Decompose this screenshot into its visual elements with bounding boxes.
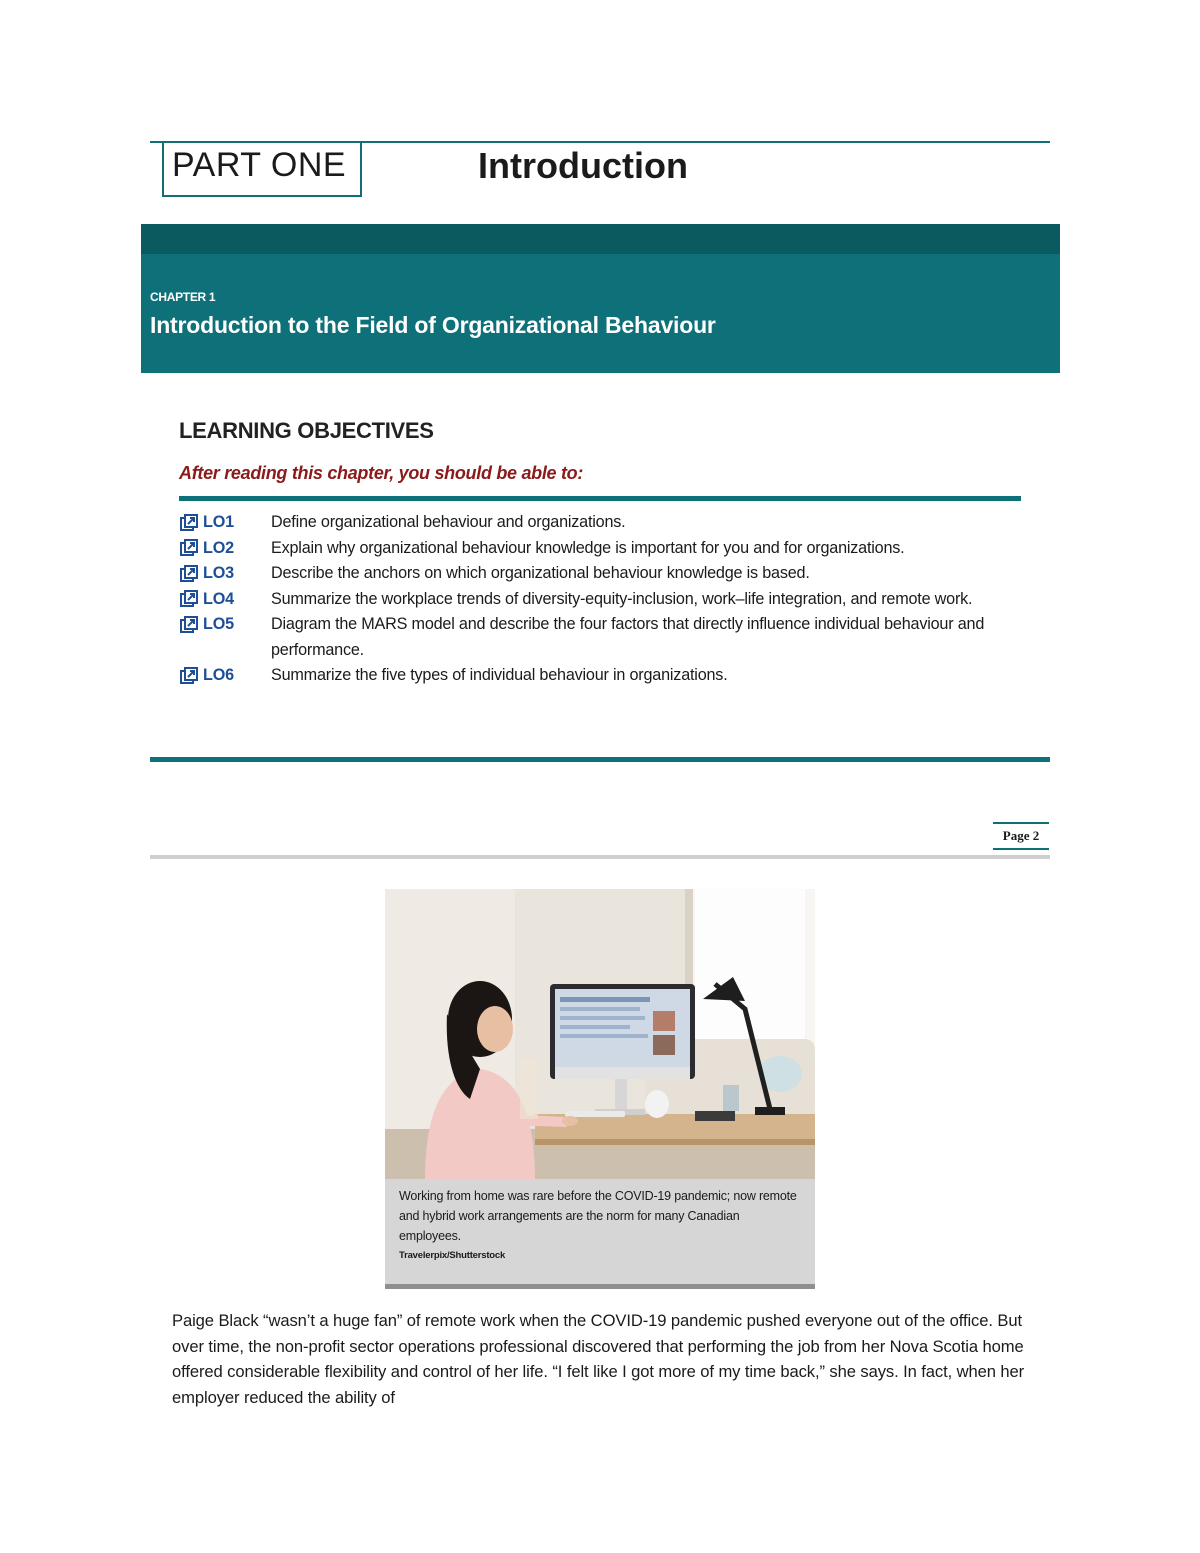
learning-objectives-bottom-rule (150, 757, 1050, 762)
learning-objective-item (179, 510, 1024, 536)
body-paragraph: Paige Black “wasn’t a huge fan” of remote work when the COVID-19 pandemic pushed everyone out of the office. But over time, the non-profit sector operations professional discovered that performing the job from her Nova Scotia home offered considerable flexibility and control of her life. “I felt like I got more of my time back,” she says. In fact, when her employer reduced the ability of (172, 1311, 1025, 1407)
photo-illustration (385, 889, 815, 1179)
learning-objective-item (179, 561, 1024, 587)
page-break-rule (150, 855, 1050, 859)
learning-objective-link-lo2[interactable] (179, 536, 271, 562)
learning-objective-item (179, 663, 1024, 689)
learning-objective-code: LO3 (203, 564, 234, 582)
learning-objective-code: LO4 (203, 589, 234, 608)
learning-objective-link-lo4[interactable] (179, 587, 271, 613)
learning-objectives-heading: LEARNING OBJECTIVES (179, 418, 434, 443)
external-link-icon (179, 666, 199, 686)
learning-objective-link-lo5[interactable] (179, 612, 271, 638)
learning-objective-code: LO1 (203, 513, 234, 531)
learning-objective-text: Describe the anchors on which organizational behaviour knowledge is based. (271, 564, 810, 582)
learning-objectives-top-rule (179, 496, 1021, 501)
external-link-icon (179, 564, 199, 584)
learning-objective-item (179, 612, 1024, 663)
learning-objective-link-lo1[interactable] (179, 510, 271, 536)
external-link-icon (179, 538, 199, 558)
learning-objective-link-lo6[interactable] (179, 663, 271, 689)
chapter-label: CHAPTER 1 (150, 290, 216, 304)
learning-objective-code: LO6 (203, 666, 234, 684)
learning-objective-link-lo3[interactable] (179, 561, 271, 587)
figure-caption: Working from home was rare before the COVID-19 pandemic; now remote and hybrid work arrangements are the norm for many Canadian employees. (399, 1189, 797, 1243)
learning-objective-item (179, 587, 1024, 613)
external-link-icon (179, 589, 199, 609)
part-title: Introduction (478, 145, 688, 186)
photo-woman-working-from-home (385, 889, 815, 1179)
figure (385, 889, 815, 1289)
learning-objective-text: Diagram the MARS model and describe the four factors that directly influence individual behaviour and performance. (271, 615, 985, 659)
page-marker: Page 2 (993, 822, 1049, 850)
learning-objective-text: Summarize the five types of individual behaviour in organizations. (271, 666, 728, 684)
learning-objective-text: Explain why organizational behaviour knowledge is important for you and for organizations. (271, 538, 905, 557)
learning-objective-text: Define organizational behaviour and organizations. (271, 513, 626, 531)
external-link-icon (179, 513, 199, 533)
learning-objective-text: Summarize the workplace trends of diversity-equity-inclusion, work–life integration, and remote work. (271, 589, 973, 608)
learning-objectives-subheading: After reading this chapter, you should be able to: (179, 463, 584, 483)
part-label: PART ONE (162, 141, 362, 197)
external-link-icon (179, 615, 199, 635)
learning-objectives-list (179, 510, 1024, 689)
learning-objective-code: LO5 (203, 615, 234, 633)
figure-caption-box (385, 1179, 815, 1289)
learning-objective-code: LO2 (203, 538, 234, 557)
chapter-band-top (141, 224, 1060, 254)
chapter-title: Introduction to the Field of Organizational Behaviour (150, 312, 716, 338)
learning-objective-item (179, 536, 1024, 562)
figure-credit: Travelerpix/Shutterstock (399, 1250, 506, 1261)
